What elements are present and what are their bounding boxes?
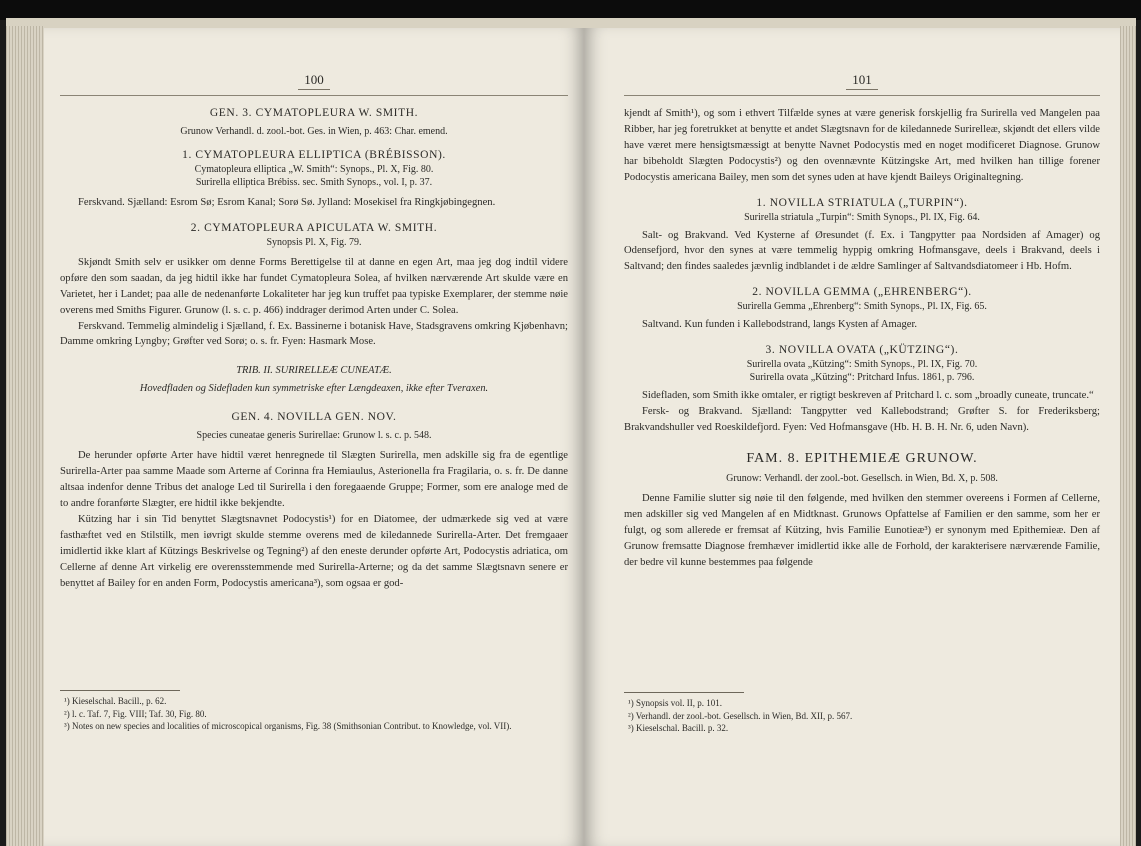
synonym: Synopsis Pl. X, Fig. 79. [266,236,362,248]
species-title: 1. NOVILLA STRIATULA („TURPIN“). [756,196,968,209]
synonym: Cymatopleura elliptica „W. Smith“: Synops., Pl. X, Fig. 80. [194,164,434,175]
paragraph: Denne Familie slutter sig nøie til den følgende, med hvilken den stemmer overeens i Formen af Cellerne, men adskiller sig ved Mangelen af en Midtknast. Grunows Opfattelse af Familien er den samme, som her er fulgt, og som allerede er fremsat af Kützing, hvis Familie Eunotieæ³) er synonym med Epithemieæ. Den af Grunow fremsatte Diagnose fremhæver imidlertid ikke alle de Forhold, der karakterisere nærværende Familie, der bedre vil kunne bestemmes paa følgende [624,492,1100,568]
genus-title: GEN. 3. CYMATOPLEURA W. SMITH. [209,107,419,119]
species-title: 2. CYMATOPLEURA APICULATA W. SMITH. [190,221,438,234]
synonym: Surirella ovata „Kützing“: Smith Synops., Pl. IX, Fig. 70. [746,359,978,371]
header-rule [624,95,1100,96]
paragraph: Kützing har i sin Tid benyttet Slægtsnavnet Podocystis¹) for en Diatomee, der udmærkede sig ved at være fasthæftet ved en Stilstilk, men iøvrigt skulde stemme overens med de kiledannede Surirella-Arter. Det fremgaaer imidlertid ikke klart af Kützings Beskrivelse og Tegning²) af den eneste derunder opførte Art, Podocystis adriatica, om Cellerne af denne Art virkelig ere overensstemmende med Surirella-Arterne; og da det samme Slægtsnavn senere er benyttet af Bailey for en anden Form, Podocystis americana³), som ogsaa er god- [60,513,568,589]
genus-reference: Species cuneatae generis Surirellae: Grunow l. s. c. p. 548. [196,430,432,442]
book-spread [6,18,1136,846]
footnote: ²) Verhandl. der zool.-bot. Gesellsch. in Wien, Bd. XII, p. 567. [628,710,853,721]
paragraph: Sidefladen, som Smith ikke omtaler, er rigtigt beskreven af Pritchard l. c. som „broadly cuneate, truncate.“ [642,390,1094,402]
page-edges-right [1120,26,1136,846]
synonym: Surirella ovata „Kützing“: Pritchard Infus. 1861, p. 796. [749,372,975,384]
left-page [44,28,584,846]
footnote: ²) l. c. Taf. 7, Fig. VIII; Taf. 30, Fig. 80. [64,708,207,719]
paragraph: Fersk- og Brakvand. Sjælland: Tangpytter ved Kallebodstrand; Grøfter S. for Frederiksberg; Brakvandshuller ved Roeskildefjord. Fyen: Ved Hofmansgave (Hb. H. B. H. Nr. 6, uden Navn). [624,406,1100,433]
paragraph: Ferskvand. Temmelig almindelig i Sjælland, f. Ex. Bassinerne i botanisk Have, Stadsgravens omkring Kjøbenhavn; Damme omkring Lyngby; Grøfter ved Sorø; o. s. fr. Fyen: Hasmark Mose. [60,320,568,348]
page-number-left: 100 [60,72,568,92]
tribe-description: Hovedfladen og Sidefladen kun symmetriske efter Længdeaxen, ikke efter Tveraxen. [139,383,489,395]
footnote: ¹) Kieselschal. Bacill., p. 62. [64,696,167,706]
genus-title: GEN. 4. NOVILLA GEN. NOV. [231,411,397,424]
synonym: Surirella striatula „Turpin“: Smith Synops., Pl. IX, Fig. 64. [744,211,980,223]
scan-top-bar [0,0,1141,20]
tribe-title: TRIB. II. SURIRELLEÆ CUNEATÆ. [236,365,392,377]
footnotes [624,692,1100,735]
header-rule [60,95,568,96]
page-edges-left [6,26,44,846]
family-title: FAM. 8. EPITHEMIEÆ GRUNOW. [746,450,978,466]
paragraph: De herunder opførte Arter have hidtil været henregnede til Slægten Surirella, men adskille sig fra de egentlige Surirella-Arter paa samme Maade som Arterne af Corinna fra Hemiaulus, Asterionella fra Fragilaria, o. s. fr. De danne altsaa indenfor denne Tribus det analoge Led til Surirella i den foregaaende Gruppe; Former, som ere analoge med de to andre foranførte Slægter, ere hidtil ikke bekjendte. [60,450,568,510]
paragraph: Salt- og Brakvand. Ved Kysterne af Øresundet (f. Ex. i Tangpytter paa Nordsiden af Amager) og Odensefjord, hvor den synes at være temmelig hyppig omkring Hofmansgave, deels i Brakvand, deels i Saltvand; den findes saaledes jævnlig indblandet i de ældre Samlinger af Saltvandsdiatomeer i Hb. Hofm. [624,229,1100,273]
family-reference: Grunow: Verhandl. der zool.-bot. Gesellsch. in Wien, Bd. X, p. 508. [726,472,998,484]
paragraph: Saltvand. Kun funden i Kallebodstrand, langs Kysten af Amager. [642,319,918,331]
genus-reference: Grunow Verhandl. d. zool.-bot. Ges. in Wien, p. 463: Char. emend. [180,126,448,137]
synonym: Surirella elliptica Brébiss. sec. Smith Synops., vol. I, p. 37. [195,177,433,188]
footnotes [60,690,568,733]
paragraph: Skjøndt Smith selv er usikker om denne Forms Berettigelse til at danne en egen Art, maa jeg dog indtil videre opføre den som saadan, da jeg hidtil ikke har fundet Cymatopleura Solea, af hvilken nærværende Art skulde være en Varietet, her i Landet; paa alle de nedenanførte Lokaliteter har jeg kun truffet paa typiske Exemplarer, der stemme nøie overens med Smiths Figurer. Grunow (l. s. c. p. 466) inddrager derimod Arten under C. Solea. [60,256,568,316]
species-title: 1. CYMATOPLEURA ELLIPTICA (BRÉBISSON). [182,149,446,161]
paragraph: kjendt af Smith¹), og som i ethvert Tilfælde synes at være generisk forskjellig fra Surirella ved Mangelen paa Ribber, har jeg foretrukket at benytte et andet Slægtsnavn for de kiledannede Surirelleæ, skjøndt det ellers vilde have været mere hensigtsmæssigt at benytte Navnet Podocystis med en noget modificeret Diagnose. Grunow har bibeholdt Slægten Podocystis²) og den ovennævnte Kützingske Art, med hvilken han tillige forener Podocystis americana Bailey, men som det synes uden at have kjendt Baileys Originaltegning. [624,108,1100,183]
right-page [584,28,1120,846]
species-title: 2. NOVILLA GEMMA („EHRENBERG“). [752,286,972,299]
synonym: Surirella Gemma „Ehrenberg“: Smith Synops., Pl. IX, Fig. 65. [737,301,987,313]
footnote: ³) Notes on new species and localities of microscopical organisms, Fig. 38 (Smithsonian Contribut. to Knowledge, vol. VII). [64,721,512,731]
paragraph: Ferskvand. Sjælland: Esrom Sø; Esrom Kanal; Sorø Sø. Jylland: Mosekisel fra Ringkjøbingegnen. [78,197,496,208]
footnote: ³) Kieselschal. Bacill. p. 32. [628,723,729,733]
page-number-right: 101 [624,72,1100,92]
species-title: 3. NOVILLA OVATA („KÜTZING“). [765,344,959,357]
footnote: ¹) Synopsis vol. II, p. 101. [628,698,722,708]
